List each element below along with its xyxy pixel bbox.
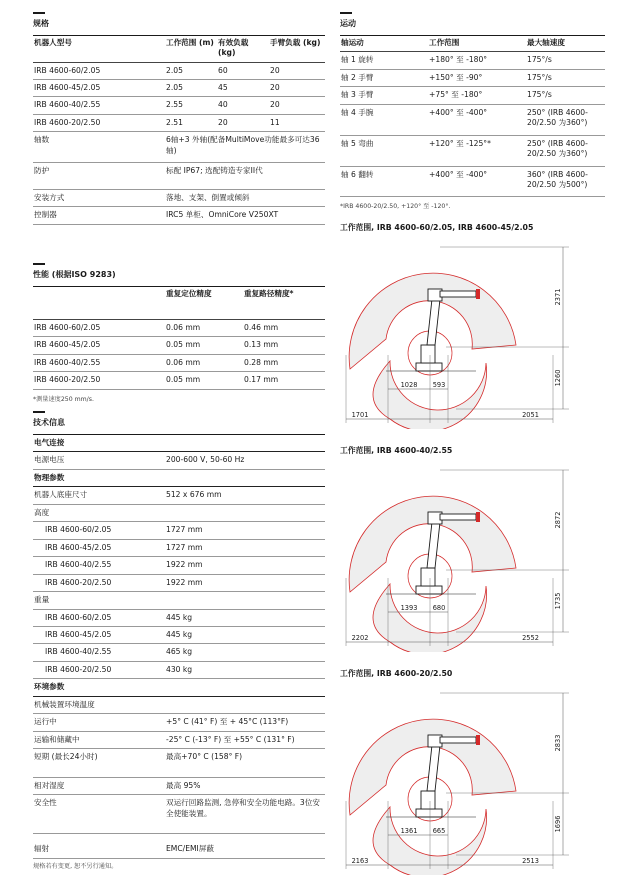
performance-note: *测量速度250 mm/s.	[33, 395, 94, 403]
performance-cell: 0.13 mm	[243, 337, 325, 354]
tech-key: 运输和储藏中	[33, 731, 165, 748]
motion-cell: 175°/s	[526, 69, 605, 86]
table-row	[340, 69, 605, 86]
specs-cell: 20	[269, 97, 325, 114]
table-row	[340, 87, 605, 104]
specs-header-cell: 工作范围 (m)	[165, 36, 217, 63]
tech-value: EMC/EMI屏蔽	[165, 834, 325, 858]
motion-cell: 轴 3 手臂	[340, 87, 428, 104]
tech-value	[165, 504, 325, 521]
performance-cell: 0.06 mm	[165, 354, 243, 371]
dim-right: 2552	[522, 634, 539, 643]
tech-key: IRB 4600-45/2.05	[33, 627, 165, 644]
table-row	[33, 795, 325, 834]
tech-value: 最高 95%	[165, 777, 325, 794]
working-range-diagram	[340, 462, 605, 652]
tech-key: 安全性	[33, 795, 165, 834]
dim-left: 1701	[351, 411, 369, 420]
working-range-diagram	[340, 239, 605, 429]
table-row	[33, 319, 325, 336]
tech-value: 445 kg	[165, 627, 325, 644]
tech-value: 双运行回路监测, 急停和安全功能电路。3位安全使能装置。	[165, 795, 325, 834]
table-row	[340, 135, 605, 166]
tech-title: 技术信息	[33, 417, 65, 427]
performance-cell: IRB 4600-45/2.05	[33, 337, 165, 354]
tech-key: 辐射	[33, 834, 165, 858]
specs-cell: 11	[269, 114, 325, 131]
motion-cell: +400° 至 -400°	[428, 166, 526, 197]
tech-value: -25° C (-13° F) 至 +55° C (131° F)	[165, 731, 325, 748]
table-row	[33, 834, 325, 858]
specs-cell: 20	[269, 62, 325, 79]
tech-key: 相对湿度	[33, 777, 165, 794]
motion-cell: +75° 至 -180°	[428, 87, 526, 104]
tech-value: 445 kg	[165, 609, 325, 626]
motion-cell: +400° 至 -400°	[428, 104, 526, 135]
specs-extra-key: 安装方式	[33, 189, 165, 206]
specs-header-cell: 机器人型号	[33, 36, 165, 63]
specs-extra-key: 轴数	[33, 132, 165, 163]
specs-cell: 60	[217, 62, 269, 79]
tech-key: IRB 4600-40/2.55	[33, 644, 165, 661]
performance-cell: 0.28 mm	[243, 354, 325, 371]
table-row	[33, 62, 325, 79]
table-row	[33, 487, 325, 504]
tech-key: IRB 4600-20/2.50	[33, 574, 165, 591]
tech-key: 机械装置环境温度	[33, 696, 165, 713]
working-range-diagram	[340, 685, 605, 875]
dim-inner: 1028	[400, 381, 418, 390]
motion-cell: +120° 至 -125°*	[428, 135, 526, 166]
table-row	[33, 749, 325, 777]
table-row	[33, 337, 325, 354]
tech-value: 最高+70° C (158° F)	[165, 749, 325, 777]
motion-header-cell: 轴运动	[340, 36, 428, 52]
motion-cell: +150° 至 -90°	[428, 69, 526, 86]
specs-table	[33, 35, 325, 225]
tech-key: 短期 (最长24小时)	[33, 749, 165, 777]
tech-subheader: 物理参数	[33, 469, 325, 486]
tech-key: 电源电压	[33, 452, 165, 469]
performance-cell: IRB 4600-20/2.50	[33, 372, 165, 389]
specs-extra-value: IRC5 单柜、OmniCore V250XT	[165, 207, 325, 224]
tech-value: 430 kg	[165, 661, 325, 678]
table-row	[33, 777, 325, 794]
tech-key: IRB 4600-40/2.55	[33, 557, 165, 574]
table-row	[33, 592, 325, 609]
performance-title: 性能 (根据ISO 9283)	[33, 269, 116, 279]
table-row	[33, 539, 325, 556]
table-row	[33, 644, 325, 661]
table-row	[33, 452, 325, 469]
table-row	[33, 163, 325, 189]
specs-extra-value: 落地、支架、倒置或倾斜	[165, 189, 325, 206]
motion-header-cell: 最大轴速度	[526, 36, 605, 52]
dim-left: 2163	[351, 857, 369, 866]
dim-inner: 1393	[400, 604, 418, 613]
performance-cell: 0.05 mm	[165, 372, 243, 389]
tech-value: 1727 mm	[165, 539, 325, 556]
table-row	[33, 207, 325, 224]
section-rule	[33, 411, 45, 413]
specs-cell: 20	[269, 79, 325, 96]
dim-mid: 680	[432, 604, 446, 613]
motion-cell: 175°/s	[526, 87, 605, 104]
motion-cell: 250° (IRB 4600-20/2.50 为360°)	[526, 104, 605, 135]
motion-cell: 轴 1 旋转	[340, 52, 428, 69]
motion-cell: 轴 6 翻转	[340, 166, 428, 197]
figure-title: 工作范围, IRB 4600-60/2.05, IRB 4600-45/2.05	[340, 223, 534, 233]
specs-cell: IRB 4600-40/2.55	[33, 97, 165, 114]
motion-cell: 轴 2 手臂	[340, 69, 428, 86]
tech-table	[33, 434, 325, 859]
table-row	[33, 557, 325, 574]
dim-right: 2051	[522, 411, 539, 420]
tech-subheader-row	[33, 679, 325, 696]
figure-title: 工作范围, IRB 4600-20/2.50	[340, 669, 453, 679]
tech-key: IRB 4600-60/2.05	[33, 609, 165, 626]
specs-cell: IRB 4600-60/2.05	[33, 62, 165, 79]
specs-cell: 2.55	[165, 97, 217, 114]
dim-down: 1696	[554, 816, 562, 833]
tech-value	[165, 592, 325, 609]
motion-title: 运动	[340, 19, 356, 28]
table-row	[33, 574, 325, 591]
dim-right: 2513	[522, 857, 539, 866]
specs-cell: IRB 4600-20/2.50	[33, 114, 165, 131]
tech-subheader: 电气连接	[33, 434, 325, 451]
motion-cell: 250° (IRB 4600-20/2.50 为360°)	[526, 135, 605, 166]
performance-cell: 0.05 mm	[165, 337, 243, 354]
tech-subheader: 环境参数	[33, 679, 325, 696]
section-rule	[340, 12, 352, 14]
table-row	[33, 731, 325, 748]
tech-value: 200-600 V, 50-60 Hz	[165, 452, 325, 469]
tech-key: IRB 4600-45/2.05	[33, 539, 165, 556]
tech-value	[165, 696, 325, 713]
table-row	[340, 52, 605, 69]
dim-down: 1260	[554, 370, 562, 387]
table-row	[33, 189, 325, 206]
table-row	[33, 661, 325, 678]
dim-up: 2872	[554, 512, 562, 529]
tech-key: 运行中	[33, 714, 165, 731]
tech-value: 1922 mm	[165, 557, 325, 574]
performance-header-cell: 重复定位精度	[165, 286, 243, 319]
performance-header-cell: 重复路径精度*	[243, 286, 325, 319]
dim-inner: 1361	[400, 827, 418, 836]
performance-cell: 0.46 mm	[243, 319, 325, 336]
specs-extra-value: 标配 IP67; 选配铸造专家II代	[165, 163, 325, 189]
table-row	[33, 354, 325, 371]
performance-header-cell	[33, 286, 165, 319]
table-row	[33, 372, 325, 389]
specs-extra-key: 防护	[33, 163, 165, 189]
motion-table	[340, 35, 605, 197]
dim-left: 2202	[351, 634, 369, 643]
table-row	[33, 609, 325, 626]
section-rule	[33, 263, 45, 265]
figure-title: 工作范围, IRB 4600-40/2.55	[340, 446, 453, 456]
tech-value: +5° C (41° F) 至 + 45°C (113°F)	[165, 714, 325, 731]
table-row	[33, 714, 325, 731]
specs-cell: 45	[217, 79, 269, 96]
footer-note: 规格若有变更, 恕不另行通知。	[33, 862, 118, 870]
specs-cell: 20	[217, 114, 269, 131]
specs-cell: IRB 4600-45/2.05	[33, 79, 165, 96]
tech-key: 重量	[33, 592, 165, 609]
tech-key: 机器人底座尺寸	[33, 487, 165, 504]
motion-cell: +180° 至 -180°	[428, 52, 526, 69]
tech-value: 1922 mm	[165, 574, 325, 591]
performance-cell: IRB 4600-60/2.05	[33, 319, 165, 336]
dim-up: 2833	[554, 735, 562, 752]
specs-extra-key: 控制器	[33, 207, 165, 224]
table-row	[340, 104, 605, 135]
performance-table	[33, 286, 325, 390]
specs-cell: 2.05	[165, 62, 217, 79]
table-row	[33, 627, 325, 644]
specs-extra-value: 6轴+3 外轴(配备MultiMove功能最多可达36轴)	[165, 132, 325, 163]
performance-cell: IRB 4600-40/2.55	[33, 354, 165, 371]
specs-header-cell: 手臂负载 (kg)	[269, 36, 325, 63]
motion-cell: 轴 5 弯曲	[340, 135, 428, 166]
dim-mid: 593	[432, 381, 446, 390]
table-row	[33, 79, 325, 96]
motion-note: *IRB 4600-20/2.50, +120° 至 -120°.	[340, 203, 451, 211]
section-rule	[33, 12, 45, 14]
specs-cell: 2.51	[165, 114, 217, 131]
motion-cell: 轴 4 手腕	[340, 104, 428, 135]
table-row	[33, 132, 325, 163]
table-row	[33, 696, 325, 713]
motion-header-cell: 工作范围	[428, 36, 526, 52]
table-row	[340, 166, 605, 197]
tech-subheader-row	[33, 469, 325, 486]
performance-cell: 0.17 mm	[243, 372, 325, 389]
tech-value: 465 kg	[165, 644, 325, 661]
tech-value: 512 x 676 mm	[165, 487, 325, 504]
performance-cell: 0.06 mm	[165, 319, 243, 336]
tech-key: 高度	[33, 504, 165, 521]
tech-value: 1727 mm	[165, 522, 325, 539]
dim-down: 1735	[554, 593, 562, 610]
table-row	[33, 504, 325, 521]
table-row	[33, 97, 325, 114]
specs-cell: 2.05	[165, 79, 217, 96]
table-row	[33, 114, 325, 131]
tech-key: IRB 4600-20/2.50	[33, 661, 165, 678]
motion-cell: 175°/s	[526, 52, 605, 69]
specs-title: 规格	[33, 19, 49, 28]
tech-key: IRB 4600-60/2.05	[33, 522, 165, 539]
specs-cell: 40	[217, 97, 269, 114]
table-row	[33, 522, 325, 539]
dim-mid: 665	[432, 827, 446, 836]
dim-up: 2371	[554, 289, 562, 306]
tech-subheader-row	[33, 434, 325, 451]
specs-header-cell: 有效负载 (kg)	[217, 36, 269, 63]
motion-cell: 360° (IRB 4600-20/2.50 为500°)	[526, 166, 605, 197]
